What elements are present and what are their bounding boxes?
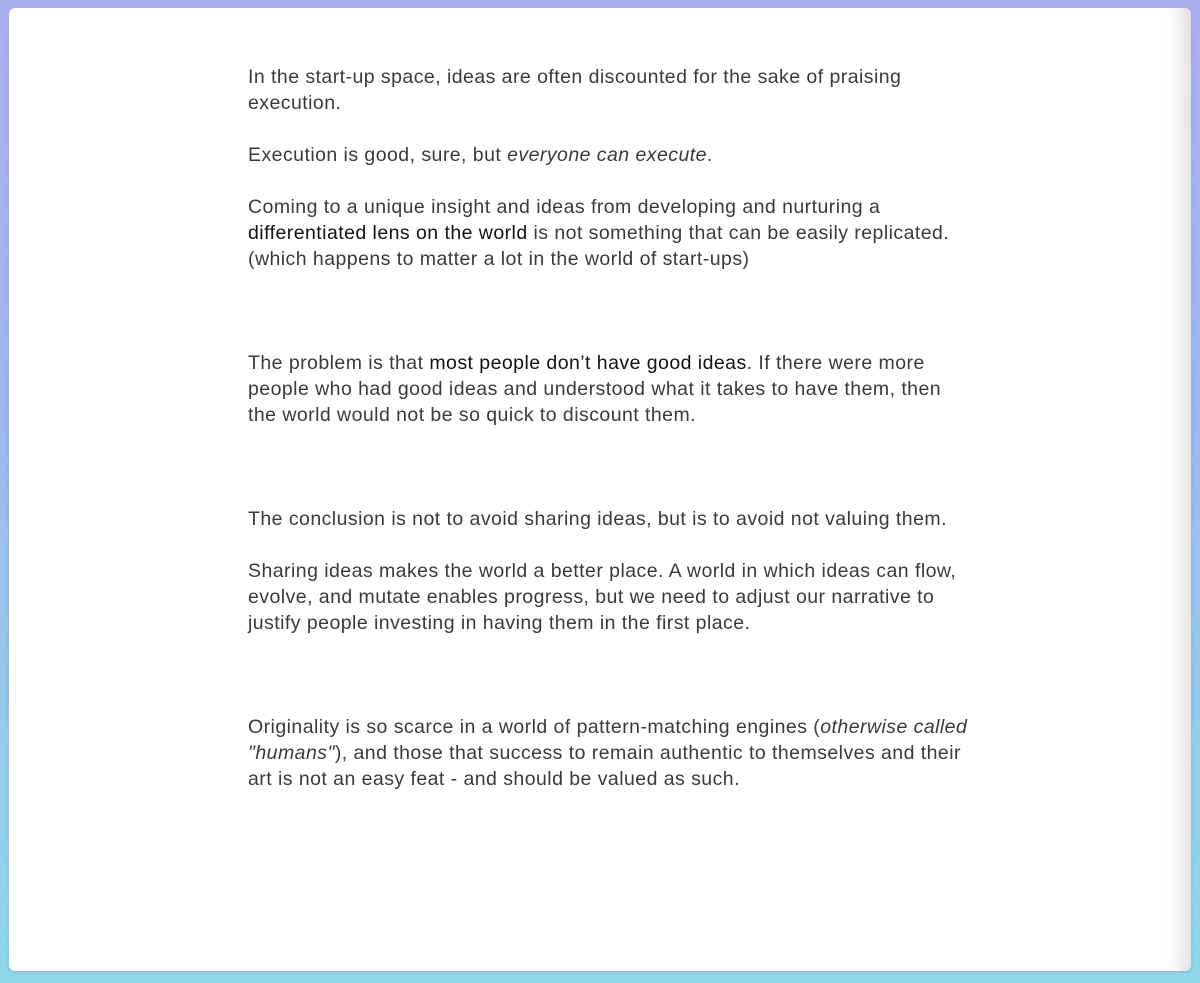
paragraph-1: [248, 64, 968, 116]
paragraph-3-before: Coming to a unique insight and ideas from developing and nurturing a: [248, 196, 881, 218]
paragraph-6: [248, 558, 968, 636]
document-body: [248, 64, 968, 818]
paragraph-4-after: . If there were more people who had good ideas and understood what it takes to have them, then the world would not be so quick to discount them.: [248, 352, 942, 426]
paragraph-4: [248, 350, 968, 428]
paragraph-2: [248, 142, 968, 168]
paragraph-7-emphasis: otherwise called "humans": [248, 716, 968, 764]
paragraph-2-text: Execution is good, sure, but: [248, 144, 508, 166]
paragraph-3: [248, 194, 968, 272]
paragraph-2-end: .: [706, 144, 713, 166]
paragraph-4-highlight: most people don’t have good ideas: [429, 352, 747, 374]
paragraph-6-text: Sharing ideas makes the world a better place. A world in which ideas can flow, evolve, and mutate enables progress, but we need to adjust our narrative to justify people investing in having them in the first place.: [248, 560, 957, 634]
paragraph-2-emphasis: everyone can execute: [507, 144, 707, 166]
paragraph-1-text: In the start-up space, ideas are often discounted for the sake of praising execution.: [248, 66, 902, 114]
paragraph-7-before: Originality is so scarce in a world of pattern-matching engines (: [248, 716, 821, 738]
paragraph-7: [248, 714, 968, 792]
document-card: [9, 8, 1191, 971]
paragraph-5-text: The conclusion is not to avoid sharing ideas, but is to avoid not valuing them.: [248, 508, 947, 530]
paragraph-7-after: ), and those that success to remain authentic to themselves and their art is not an easy feat - and should be valued as such.: [248, 742, 961, 790]
paragraph-5: [248, 506, 968, 532]
paragraph-4-before: The problem is that: [248, 352, 430, 374]
paragraph-3-highlight: differentiated lens on the world: [248, 222, 528, 244]
paragraph-3-after: is not something that can be easily replicated. (which happens to matter a lot in the world of start-ups): [248, 222, 950, 270]
